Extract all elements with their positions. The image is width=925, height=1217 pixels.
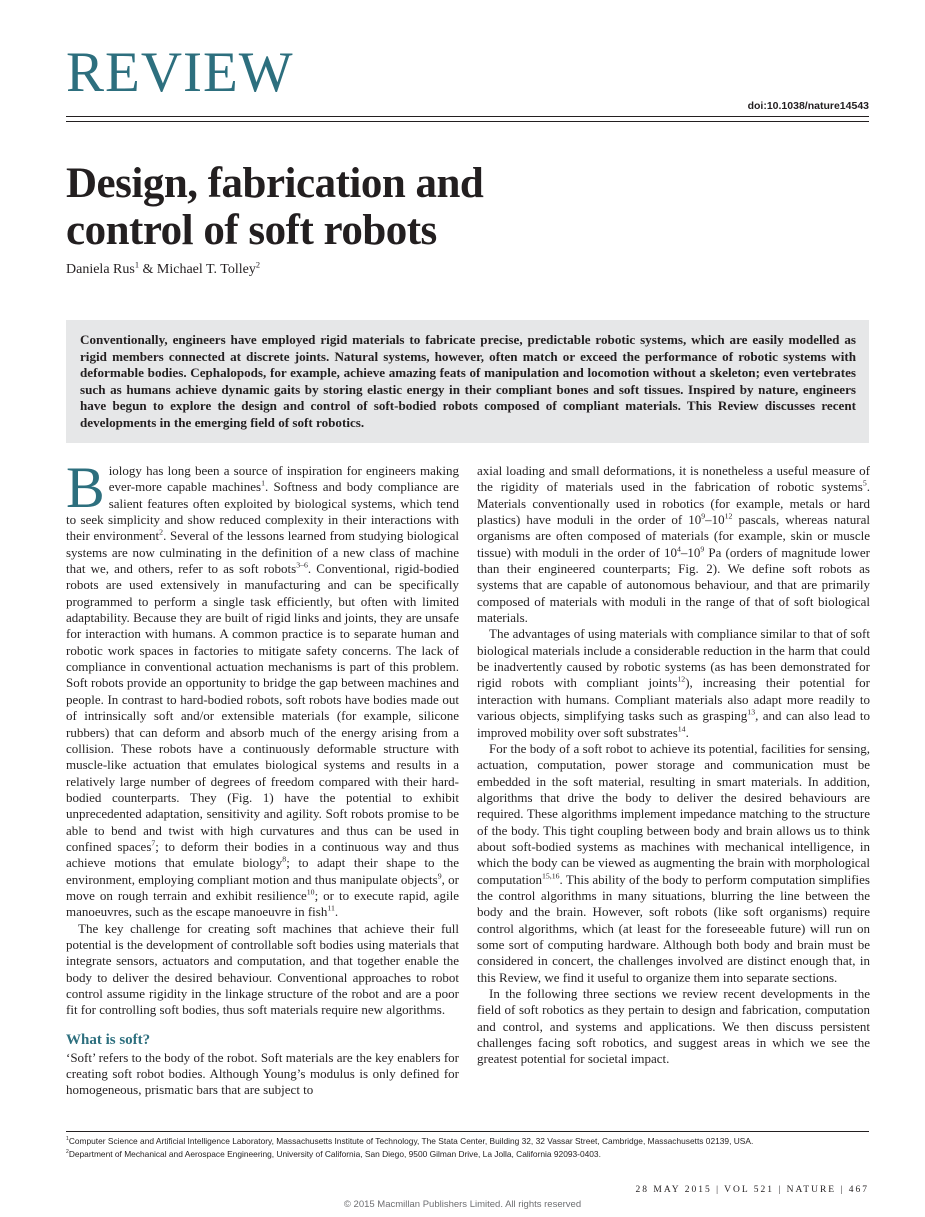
reference-citation[interactable]: 1 bbox=[261, 479, 265, 489]
reference-citation[interactable]: 11 bbox=[327, 903, 335, 913]
reference-citation[interactable]: 2 bbox=[159, 528, 164, 538]
abstract-box bbox=[66, 320, 869, 443]
text-run: . Softness and body compliance are salient features often exploited by biological systems, which tend to seek simplicity and show reduced complexity in their interactions with their environment bbox=[66, 479, 459, 544]
footnote-rule bbox=[66, 1131, 869, 1132]
text-run: ; to adapt their shape to the environment, employing compliant motion and thus manipulate objects bbox=[66, 855, 460, 887]
affiliation bbox=[66, 1136, 753, 1147]
reference-citation[interactable]: 12 bbox=[724, 511, 733, 521]
paragraph bbox=[477, 463, 870, 626]
reference-citation[interactable]: 5 bbox=[862, 479, 867, 489]
reference-citation[interactable]: 8 bbox=[282, 854, 287, 864]
affiliation-marker: 1 bbox=[134, 260, 140, 270]
affiliation-number: 1 bbox=[66, 1136, 69, 1143]
author-name: Daniela Rus bbox=[66, 262, 135, 277]
text-run: . bbox=[685, 724, 689, 740]
affiliation bbox=[66, 1149, 601, 1160]
doi[interactable]: doi:10.1038/nature14543 bbox=[747, 100, 869, 112]
section-label: REVIEW bbox=[66, 41, 294, 104]
text-run: axial loading and small deformations, it is nonetheless a useful measure of the rigidity of materials used in the fabrication of robotic systems bbox=[477, 463, 870, 495]
reference-citation[interactable]: 14 bbox=[677, 724, 686, 734]
text-run: . This ability of the body to perform computation simplifies the control algorithms in many situations, blurring the line between the body and the brain. However, soft robots (like soft organisms) require control algorithms, which (at least for the foreseeable future) will run on some sort of computing hardware. Although both body and brain must be considered in concert, the challenges involved are distinct enough that, in this Review, we find it useful to organize them into separate sections. bbox=[477, 871, 870, 985]
affiliation-text: Department of Mechanical and Aerospace Engineering, University of California, San Diego, 9500 Gilman Drive, La Jolla, California 92093-0403. bbox=[68, 1149, 601, 1159]
text-run: For the body of a soft robot to achieve its potential, facilities for sensing, actuation, computation, power storage and communication must be embedded in the soft material, resulting in smart materials. In addition, algorithms that drive the body to deliver the desired behaviours are required. These algorithms implement impedance matching to the structure of the body. This tight coupling between body and brain allows us to think about soft-bodied systems as machines with mechanical intelligence, in which the body can be viewed as augmenting the brain with morphological computation bbox=[477, 740, 870, 887]
text-run: ), increasing their potential for interaction with humans. Compliant materials also adapt more readily to various objects, simplifying tasks such as grasping bbox=[477, 675, 870, 724]
drop-cap: B bbox=[66, 455, 105, 520]
text-run: pascals, whereas natural organisms are often composed of materials (for example, skin or muscle tissue) with moduli in the order of 10 bbox=[477, 512, 870, 560]
reference-citation[interactable]: 7 bbox=[151, 838, 156, 848]
abstract-text: Conventionally, engineers have employed rigid materials to fabricate precise, predictable robotic systems, which are easily modelled as rigid members connected at discrete joints. Natural systems, however, often match or exceed the performance of robotic systems with deformable bodies. Cephalopods, for example, achieve amazing feats of manipulation and locomotion without a skeleton; even vertebrates such as humans achieve dynamic gaits by storing elastic energy in their compliant bones and soft tissues. Inspired by nature, engineers have begun to explore the design and control of soft-bodied robots composed of compliant materials. This Review discusses recent developments in the emerging field of soft robotics. bbox=[80, 332, 856, 430]
text-run: The advantages of using materials with compliance similar to that of soft biological materials include a considerable reduction in the harm that could be inadvertently caused by robotic systems (as has been demonstrated for rigid robots with compliant joints bbox=[477, 626, 870, 691]
article-title bbox=[66, 160, 766, 254]
text-run: . Several of the lessons learned from studying biological systems are now culminating in the definition of a new class of machine that we, and others, refer to as soft robots bbox=[66, 528, 459, 577]
section-heading: What is soft? bbox=[66, 1031, 151, 1048]
text-run: ; to deform their bodies in a continuous way and thus achieve motions that emulate biology bbox=[66, 838, 459, 871]
title-line: Design, fabrication and bbox=[66, 160, 484, 207]
author-name: Michael T. Tolley bbox=[156, 262, 256, 277]
text-run: . Materials conventionally used in robotics (for example, metals or hard plastics) have moduli in the order of 10 bbox=[477, 479, 870, 528]
reference-citation[interactable]: 9 bbox=[437, 871, 442, 881]
body-column-left bbox=[66, 455, 460, 1099]
text-run: . bbox=[334, 904, 339, 920]
header-rule bbox=[66, 116, 869, 117]
header-rule-thin bbox=[66, 121, 869, 122]
page-folio: 28 MAY 2015 | VOL 521 | NATURE | 467 bbox=[635, 1185, 869, 1195]
body-column-right bbox=[477, 463, 870, 1068]
text-run: ; or to execute rapid, agile manoeuvres, such as the escape manoeuvre in fish bbox=[66, 887, 459, 920]
text-run: Pa (orders of magnitude lower than their engineered counterparts; Fig. 2). We define soft robots as systems that are capable of autonomous behaviour, and that are primarily composed of materials with moduli in the range of that of soft biological materials. bbox=[477, 544, 870, 626]
reference-citation[interactable]: 3–6 bbox=[296, 560, 308, 570]
reference-citation[interactable]: 9 bbox=[700, 544, 705, 554]
text-run: iology has long been a source of inspiration for engineers making ever-more capable machines bbox=[108, 463, 459, 495]
title-line: control of soft robots bbox=[66, 207, 437, 254]
reference-citation[interactable]: 10 bbox=[306, 887, 315, 897]
text-run: , or move on rough terrain and exhibit resilience bbox=[66, 871, 459, 903]
reference-citation[interactable]: 15,16 bbox=[542, 871, 560, 881]
author-separator: & bbox=[139, 262, 157, 277]
reference-citation[interactable]: 12 bbox=[677, 675, 686, 685]
paragraph bbox=[66, 455, 460, 921]
text-run: . Conventional, rigid-bodied robots are used extensively in manufacturing and can be specifically programmed to perform a single task efficiently, but often with limited adaptability. Because they are built of rigid links and joints, they are unsafe for interaction with humans. A common practice is to separate human and robotic work spaces in factories to mitigate safety concerns. The lack of compliance in conventional actuation mechanisms is part of this problem. Soft robots provide an opportunity to bridge the gap between machines and people. In contrast to hard-bodied robots, soft robots have bodies made out of intrinsically soft and/or extensible materials (for example, silicone rubbers) that can deform and absorb much of the energy arising from a collision. These robots have a continuously deformable structure with muscle-like actuation that emulates biological systems and results in a relatively large number of degrees of freedom compared with their hard-bodied counterparts. They (Fig. 1) have the potential to exhibit unprecedented adaptation, sensitivity and agility. Soft robots promise to be able to bend and twist with high curvatures and thus can be used in confined spaces bbox=[66, 561, 459, 854]
paragraph: In the following three sections we review recent developments in the field of soft robotics as they pertain to design and fabrication, computation and control, and systems and applications. We then discuss persistent challenges facing soft robotics, and suggest areas in which we see the greatest potential for societal impact. bbox=[477, 986, 870, 1067]
reference-citation[interactable]: 4 bbox=[676, 544, 681, 554]
paragraph: The key challenge for creating soft machines that achieve their full potential is the development of controllable soft bodies using materials that integrate sensors, actuators and computation, and that together enable the body to deliver the desired behaviour. Conventional approaches to robot control assume rigidity in the linkage structure of the robot and are a poor fit for controlling soft bodies, thus soft materials require new algorithms. bbox=[66, 920, 459, 1018]
affiliation-marker: 2 bbox=[255, 260, 261, 270]
affiliation-number: 2 bbox=[66, 1149, 69, 1156]
copyright: © 2015 Macmillan Publishers Limited. All rights reserved bbox=[343, 1199, 582, 1210]
reference-citation[interactable]: 13 bbox=[747, 707, 756, 717]
reference-citation[interactable]: 9 bbox=[701, 511, 706, 521]
text-run: –10 bbox=[680, 544, 701, 560]
paragraph bbox=[477, 741, 870, 986]
paragraph: ‘Soft’ refers to the body of the robot. Soft materials are the key enablers for creating soft robot bodies. Although Young’s modulus is only defined for homogeneous, prismatic bars that are subject to bbox=[66, 1049, 459, 1098]
text-run: –10 bbox=[705, 512, 725, 528]
text-run: , and can also lead to improved mobility over soft substrates bbox=[477, 708, 871, 740]
authors bbox=[66, 262, 260, 278]
affiliation-text: Computer Science and Artificial Intelligence Laboratory, Massachusetts Institute of Technology, The Stata Center, Building 32, 32 Vassar Street, Cambridge, Massachusetts 02139, USA. bbox=[68, 1136, 754, 1146]
paragraph bbox=[477, 626, 870, 740]
